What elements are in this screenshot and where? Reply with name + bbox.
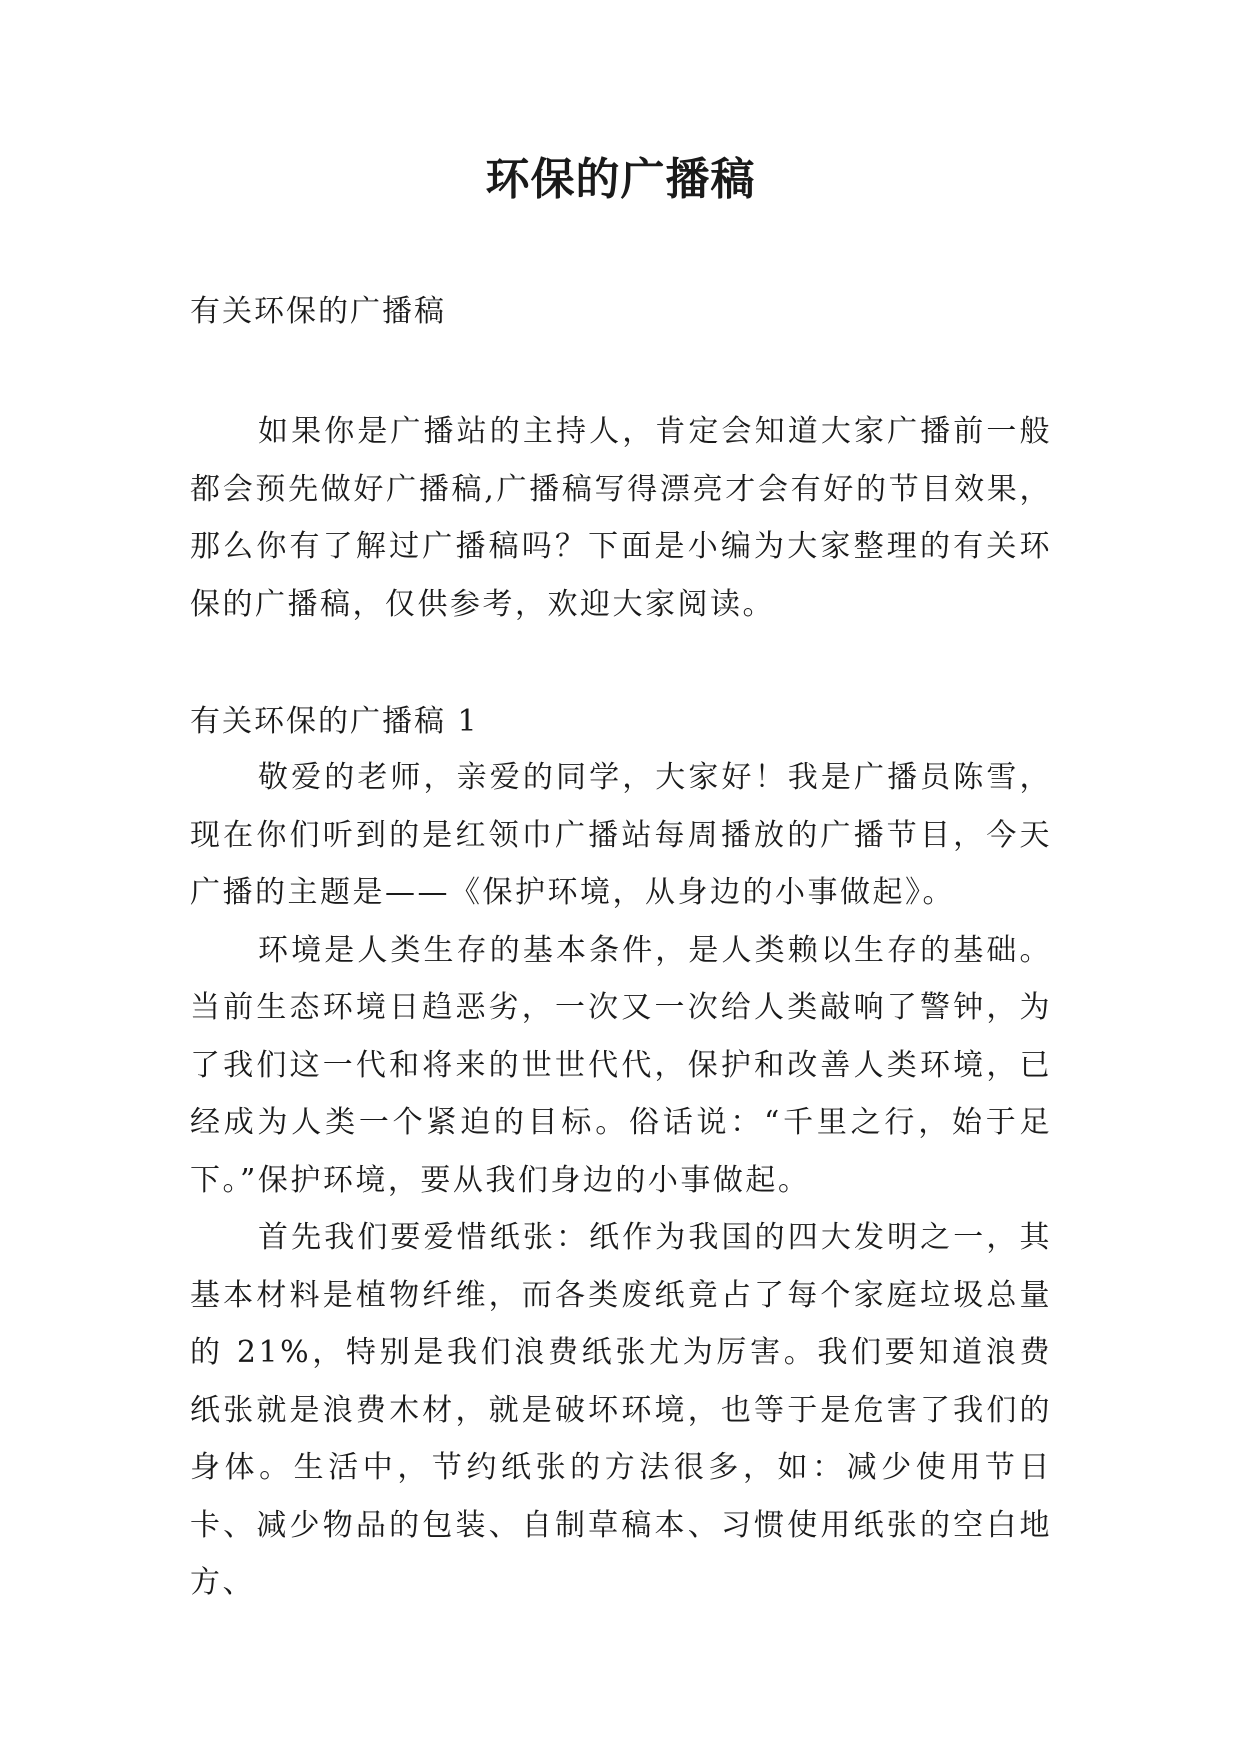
document-subtitle: 有关环保的广播稿 <box>190 294 446 329</box>
intro-block <box>190 403 1052 633</box>
body-paragraph-3: 首先我们要爱惜纸张：纸作为我国的四大发明之一，其基本材料是植物纤维，而各类废纸竟占了每个家庭垃圾总量的 21%，特别是我们浪费纸张尤为厉害。我们要知道浪费纸张就是浪费木材，就是破坏环境，也等于是危害了我们的身体。生活中，节约纸张的方法很多，如：减少使用节日卡、减少物品的包装、自制草稿本、习惯使用纸张的空白地方、 <box>190 1220 1052 1600</box>
body-paragraph-2: 环境是人类生存的基本条件，是人类赖以生存的基础。当前生态环境日趋恶劣，一次又一次给人类敲响了警钟，为了我们这一代和将来的世世代代，保护和改善人类环境，已经成为人类一个紧迫的目标。俗话说：“千里之行，始于足下。”保护环境，要从我们身边的小事做起。 <box>190 932 1052 1198</box>
document-title: 环保的广播稿 <box>485 154 756 205</box>
intro-paragraph: 如果你是广播站的主持人，肯定会知道大家广播前一般都会预先做好广播稿,广播稿写得漂亮才会有好的节目效果，那么你有了解过广播稿吗？下面是小编为大家整理的有关环保的广播稿，仅供参考，欢迎大家阅读。 <box>190 414 1052 622</box>
section-heading: 有关环保的广播稿 1 <box>190 704 479 739</box>
section-body <box>190 749 1052 1612</box>
body-paragraph-1: 敬爱的老师，亲爱的同学，大家好！我是广播员陈雪，现在你们听到的是红领巾广播站每周播放的广播节目，今天广播的主题是——《保护环境，从身边的小事做起》。 <box>190 760 1052 910</box>
